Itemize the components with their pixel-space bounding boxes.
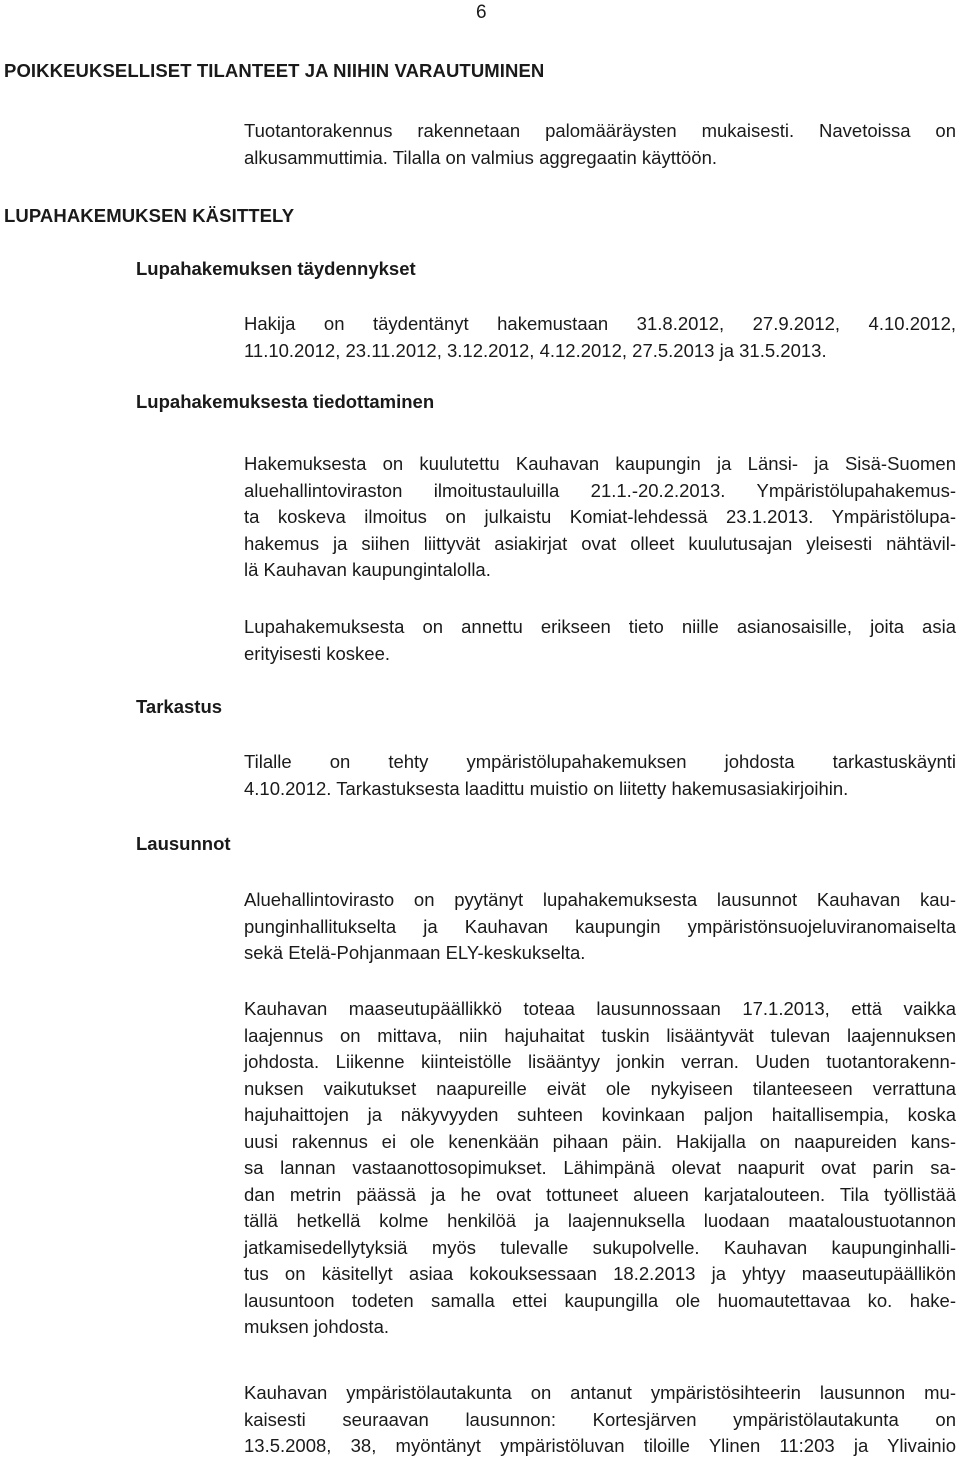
text-line: tällä hetkellä kolme henkilöä ja laajennuksella luodaan maataloustuotannon — [244, 1210, 956, 1231]
text-line: erityisesti koskee. — [244, 642, 390, 664]
text-line: lä Kauhavan kaupungintalolla. — [244, 559, 491, 580]
text-line: ta koskeva ilmoitus on julkaistu Komiat-lehdessä 23.1.2013. Ympäristölupa- — [244, 506, 956, 527]
text-line: Lupahakemuksesta on annettu erikseen tieto niille asianosaisille, joita asia — [244, 616, 956, 637]
text-line: Tilalle on tehty ympäristölupahakemuksen johdosta tarkastuskäynti — [244, 751, 956, 772]
text-line: nuksen vaikutukset naapureille eivät ole nykyiseen tilanteeseen verrattuna — [244, 1077, 956, 1099]
paragraph-tarkastus — [244, 749, 956, 802]
text-line: laajennus on mittava, niin hajuhaitat tuskin lisääntyvät tulevan laajennuksen — [244, 1024, 956, 1046]
paragraph-tiedottaminen-1 — [244, 451, 956, 584]
paragraph-tiedottaminen-2 — [244, 614, 956, 667]
text-line: 4.10.2012. Tarkastuksesta laadittu muistio on liitetty hakemusasiakirjoihin. — [244, 777, 849, 799]
heading-tiedottaminen: Lupahakemuksesta tiedottaminen — [136, 391, 435, 412]
paragraph-lausunnot-1 — [244, 887, 956, 967]
text-line: hakemus ja siihen liittyvät asiakirjat ovat olleet kuulutusajan yleisesti nähtävil- — [244, 532, 956, 554]
text-line: johdosta. Liikenne kiinteistölle lisääntyy jonkin verran. Uuden tuotantorakenn- — [244, 1051, 956, 1072]
text-line: sa lannan vastaanottosopimukset. Lähimpänä olevat naapurit ovat parin sa- — [244, 1157, 956, 1178]
page-number: 6 — [476, 2, 487, 23]
text-line: dan metrin päässä ja he ovat tottuneet alueen karjatalouteen. Tila työllistää — [244, 1183, 956, 1205]
text-line: tus on käsitellyt asiaa kokouksessaan 18.2.2013 ja yhtyy maaseutupäällikön — [244, 1263, 956, 1284]
text-line: alkusammuttimia. Tilalla on valmius aggregaatin käyttöön. — [244, 146, 718, 168]
heading-kasittely: LUPAHAKEMUKSEN KÄSITTELY — [4, 205, 295, 226]
paragraph-taydennykset — [244, 311, 956, 364]
heading-lausunnot: Lausunnot — [136, 833, 231, 854]
text-line: muksen johdosta. — [244, 1316, 390, 1337]
text-line: Aluehallintovirasto on pyytänyt lupahakemuksesta lausunnot Kauhavan kau- — [244, 889, 956, 910]
heading-poikkeukselliset: POIKKEUKSELLISET TILANTEET JA NIIHIN VARAUTUMINEN — [4, 60, 545, 81]
text-line: sekä Etelä-Pohjanmaan ELY-keskukselta. — [244, 942, 586, 963]
text-line: hajuhaittojen ja näkyvyyden suhteen kovinkaan paljon haitallisempia, koska — [244, 1104, 956, 1125]
text-line: Kauhavan ympäristölautakunta on antanut ympäristösihteerin lausunnon mu- — [244, 1382, 956, 1403]
heading-taydennykset: Lupahakemuksen täydennykset — [136, 258, 416, 279]
paragraph-lausunnot-2 — [244, 996, 956, 1341]
text-line: kaisesti seuraavan lausunnon: Kortesjärven ympäristölautakunta on — [244, 1408, 956, 1430]
text-line: punginhallitukselta ja Kauhavan kaupungin ympäristönsuojeluviranomaiselta — [244, 915, 956, 937]
text-line: 13.5.2008, 38, myöntänyt ympäristöluvan tiloille Ylinen 11:203 ja Ylivainio — [244, 1435, 956, 1456]
heading-tarkastus: Tarkastus — [136, 696, 223, 717]
text-line: 11.10.2012, 23.11.2012, 3.12.2012, 4.12.2012, 27.5.2013 ja 31.5.2013. — [244, 339, 827, 361]
paragraph-lausunnot-3 — [244, 1380, 956, 1460]
text-line: Hakemuksesta on kuulutettu Kauhavan kaupungin ja Länsi- ja Sisä-Suomen — [244, 453, 956, 474]
text-line: Tuotantorakennus rakennetaan palomääräysten mukaisesti. Navetoissa on — [244, 120, 956, 141]
text-line: Hakija on täydentänyt hakemustaan 31.8.2012, 27.9.2012, 4.10.2012, — [244, 313, 956, 334]
text-line: Kauhavan maaseutupäällikkö toteaa lausunnossaan 17.1.2013, että vaikka — [244, 998, 956, 1019]
text-line: lausuntoon todeten samalla ettei kaupungilla ole huomautettavaa ko. hake- — [244, 1289, 956, 1311]
text-line: aluehallintoviraston ilmoitustauluilla 21.1.-20.2.2013. Ympäristölupahakemus- — [244, 479, 956, 501]
paragraph-poikkeukselliset — [244, 118, 956, 171]
text-line: jatkamisedellytyksiä myös tulevalle sukupolvelle. Kauhavan kaupunginhalli- — [244, 1236, 956, 1258]
text-line: uusi rakennus ei ole kenenkään pihaan päin. Hakijalla on naapureiden kans- — [244, 1130, 956, 1152]
